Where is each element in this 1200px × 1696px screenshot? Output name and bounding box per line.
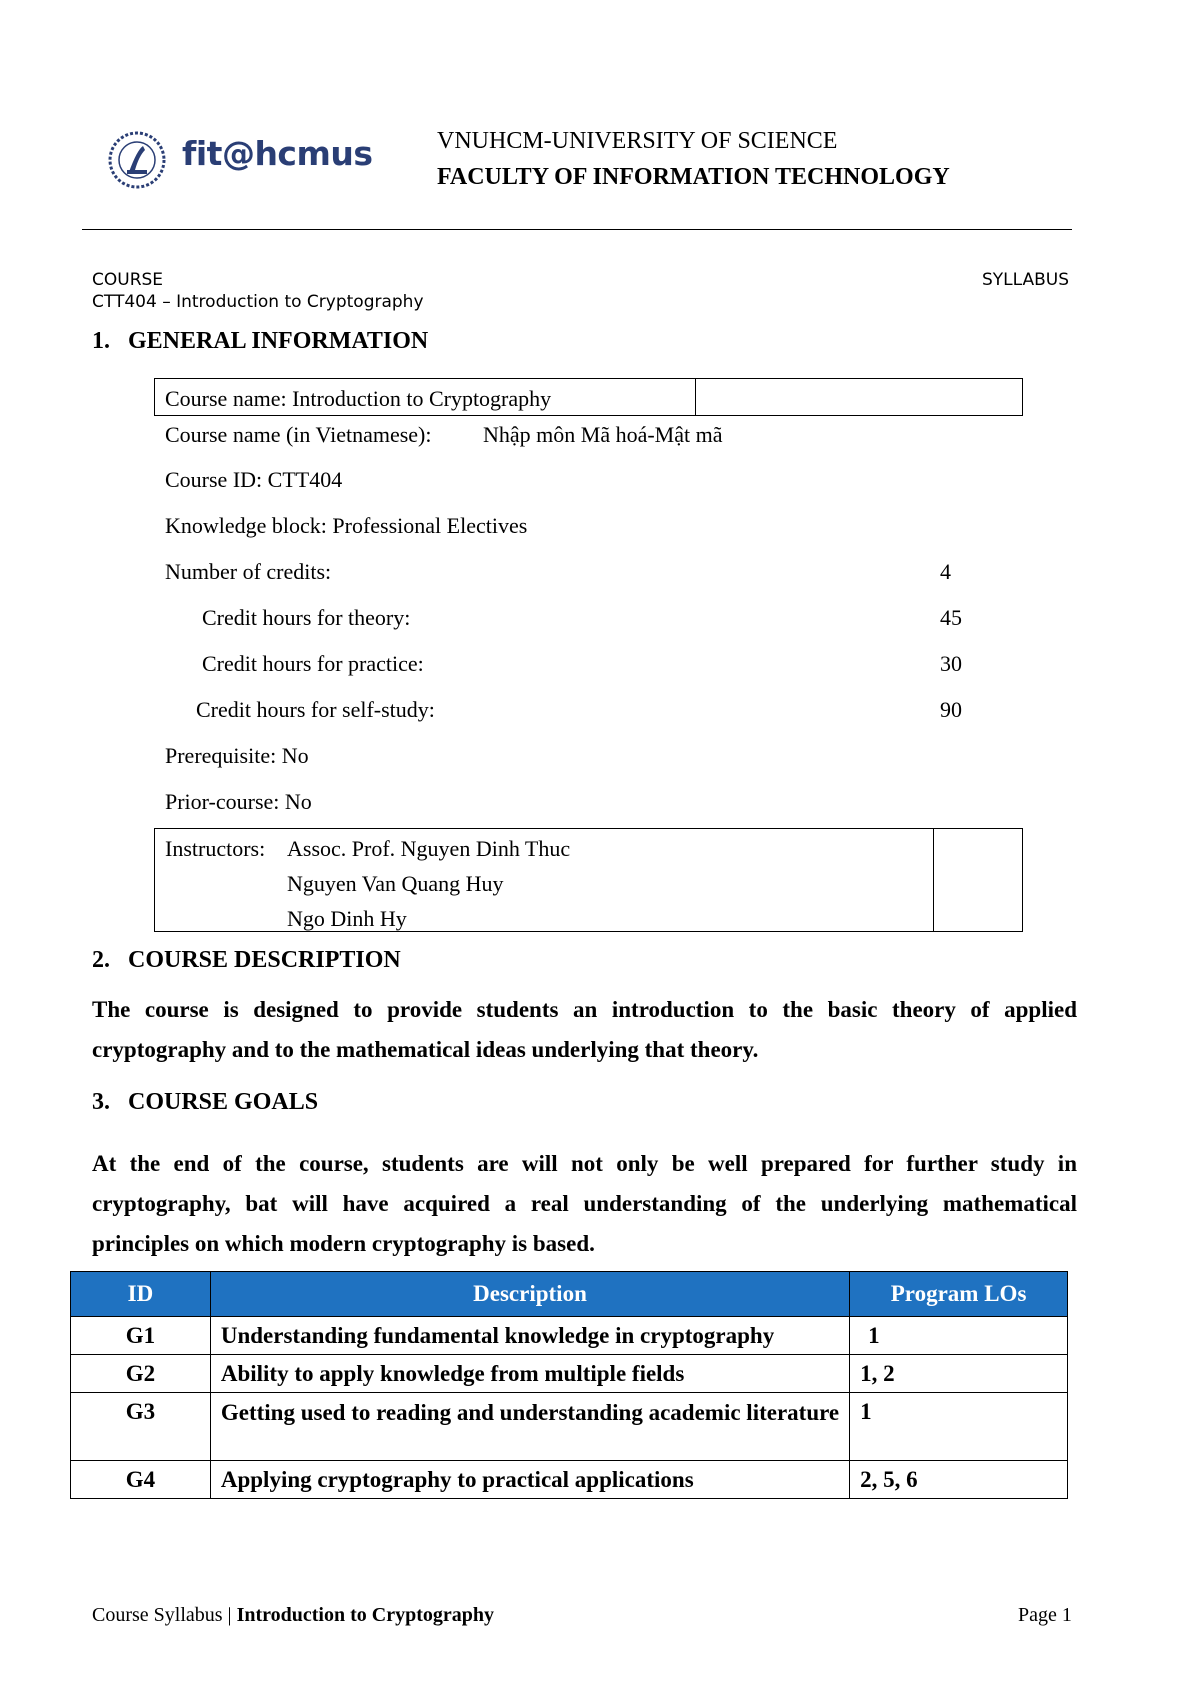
footer-course-title: Introduction to Cryptography — [236, 1604, 494, 1626]
footer-left: Course Syllabus | — [92, 1604, 232, 1626]
syllabus-label: SYLLABUS — [982, 270, 1070, 290]
selfstudy-value: 90 — [940, 697, 962, 722]
course-name: Course name: Introduction to Cryptography — [165, 386, 552, 411]
faculty-name: FACULTY OF INFORMATION TECHNOLOGY — [437, 164, 950, 190]
goal-los: 1 — [850, 1317, 1068, 1355]
course-description: The course is designed to provide students an introduction to the basic theory of applied cryptography and to the mathematical ideas underlying that theory. — [92, 997, 1077, 1062]
goal-description: Applying cryptography to practical applications — [210, 1461, 849, 1499]
header-description: Description — [210, 1272, 849, 1317]
theory-label: Credit hours for theory: — [202, 605, 411, 630]
section1-heading: GENERAL INFORMATION — [128, 328, 429, 354]
goal-id: G3 — [71, 1393, 211, 1461]
instructor-3: Ngo Dinh Hy — [287, 906, 407, 931]
instructors-box — [154, 828, 1023, 932]
prerequisite: Prerequisite: No — [165, 743, 309, 768]
university-seal-icon — [105, 128, 169, 192]
university-name: VNUHCM-UNIVERSITY OF SCIENCE — [437, 128, 838, 154]
goals-table — [70, 1271, 1068, 1499]
goal-id: G1 — [71, 1317, 211, 1355]
table-row — [71, 1355, 1068, 1393]
table-row — [71, 1461, 1068, 1499]
course-name-vn: Nhập môn Mã hoá-Mật mã — [483, 422, 723, 447]
table-row — [71, 1317, 1068, 1355]
goal-los: 1, 2 — [850, 1355, 1068, 1393]
section2-number: 2. — [92, 947, 110, 973]
practice-value: 30 — [940, 651, 962, 676]
knowledge-block: Knowledge block: Professional Electives — [165, 513, 528, 538]
goal-id: G4 — [71, 1461, 211, 1499]
section3-number: 3. — [92, 1089, 110, 1115]
selfstudy-label: Credit hours for self-study: — [196, 697, 435, 722]
header-divider — [82, 229, 1072, 230]
footer-title — [92, 1604, 494, 1627]
page-number: Page 1 — [1018, 1604, 1072, 1626]
goal-id: G2 — [71, 1355, 211, 1393]
instructor-1: Assoc. Prof. Nguyen Dinh Thuc — [287, 836, 571, 861]
goal-description: Understanding fundamental knowledge in cryptography — [210, 1317, 849, 1355]
goal-los: 1 — [850, 1393, 1068, 1461]
course-id: Course ID: CTT404 — [165, 467, 343, 492]
prior-course: Prior-course: No — [165, 789, 312, 814]
instructors-label: Instructors: — [165, 836, 266, 861]
section2-heading: COURSE DESCRIPTION — [128, 947, 401, 973]
credits-label: Number of credits: — [165, 559, 332, 584]
goal-description: Getting used to reading and understanding academic literature — [210, 1393, 849, 1461]
logo-text: fit@hcmus — [182, 134, 373, 173]
course-label: COURSE — [92, 270, 164, 290]
goal-description: Ability to apply knowledge from multiple fields — [210, 1355, 849, 1393]
header-id: ID — [71, 1272, 211, 1317]
header-program-los: Program LOs — [850, 1272, 1068, 1317]
table-row — [71, 1393, 1068, 1461]
practice-label: Credit hours for practice: — [202, 651, 424, 676]
course-code-title: CTT404 – Introduction to Cryptography — [92, 292, 424, 312]
goal-los: 2, 5, 6 — [850, 1461, 1068, 1499]
theory-value: 45 — [940, 605, 962, 630]
section1-number: 1. — [92, 328, 110, 354]
course-goals-text: At the end of the course, students are will not only be well prepared for further study in cryptography, bat will have acquired a real understanding of the underlying mathematical principles on which modern cryptography is based. — [92, 1151, 1077, 1256]
section3-heading: COURSE GOALS — [128, 1089, 319, 1115]
course-name-vn-label: Course name (in Vietnamese): — [165, 422, 432, 447]
credits-value: 4 — [940, 559, 951, 584]
instructor-2: Nguyen Van Quang Huy — [287, 871, 504, 896]
